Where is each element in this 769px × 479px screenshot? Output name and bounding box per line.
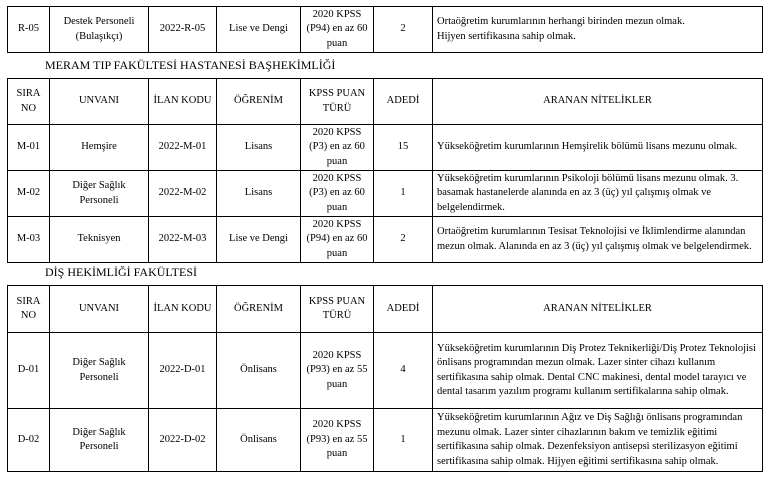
cell-adedi: 1 <box>374 171 433 217</box>
header-ogrenim: ÖĞRENİM <box>217 286 301 333</box>
cell-adedi: 15 <box>374 125 433 171</box>
cell-unvan: Diğer Sağlık Personeli <box>50 171 149 217</box>
cell-aranan-nitelikler: Yükseköğretim kurumlarının Ağız ve Diş Sağlığı önlisans programından mezunu olmak. Lazer sinter cihazlarının bakım ve temizlik eğitimi sertifikasına sahip olmak. Dezenfeksiyon antisepsi sterilizasyon eğitimi sertifikasına sahip olmak. Hijyen eğitimi sertifikasına sahip olmak. <box>433 409 763 472</box>
header-sira-no: SIRA NO <box>8 79 50 125</box>
cell-aranan-nitelikler: Yükseköğretim kurumlarının Diş Protez Teknikerliği/Diş Protez Teknolojisi önlisans programından mezun olmak. Lazer sinter cihazı kullanım sertifikasına sahip olmak. Dental CNC makinesi, dental model tarayıcı ve dental tasarım yazılım programı kullanım sertifikalarına sahip olmak. <box>433 333 763 409</box>
cell-sira-no: R-05 <box>8 7 50 53</box>
table-row <box>8 217 763 263</box>
heading-meram: MERAM TIP FAKÜLTESİ HASTANESİ BAŞHEKİMLİĞİ <box>45 58 336 72</box>
cell-unvan: Destek Personeli (Bulaşıkçı) <box>50 7 149 53</box>
cell-kpss-puan-turu: 2020 KPSS (P94) en az 60 puan <box>301 217 374 263</box>
cell-ogrenim: Lisans <box>217 171 301 217</box>
table-meram <box>7 78 763 263</box>
cell-ogrenim: Önlisans <box>217 409 301 472</box>
table-r-section <box>7 6 763 53</box>
cell-ilan-kodu: 2022-M-01 <box>149 125 217 171</box>
cell-aranan-nitelikler: Yükseköğretim kurumlarının Hemşirelik bölümü lisans mezunu olmak. <box>433 125 763 171</box>
cell-unvan: Teknisyen <box>50 217 149 263</box>
header-kpss-puan-turu: KPSS PUAN TÜRÜ <box>301 286 374 333</box>
header-unvan: UNVANI <box>50 79 149 125</box>
cell-adedi: 2 <box>374 217 433 263</box>
header-sira-no: SIRA NO <box>8 286 50 333</box>
cell-unvan: Diğer Sağlık Personeli <box>50 409 149 472</box>
cell-aranan-nitelikler: Ortaöğretim kurumlarının Tesisat Teknolojisi ve İklimlendirme alanından mezun olmak. Alanında en az 3 (üç) yıl çalışmış olmak ve belgelendirmek. <box>433 217 763 263</box>
header-aranan-nitelikler: ARANAN NİTELİKLER <box>433 79 763 125</box>
table-row <box>8 333 763 409</box>
cell-ilan-kodu: 2022-D-02 <box>149 409 217 472</box>
cell-sira-no: M-01 <box>8 125 50 171</box>
cell-kpss-puan-turu: 2020 KPSS (P94) en az 60 puan <box>301 7 374 53</box>
cell-sira-no: M-03 <box>8 217 50 263</box>
cell-adedi: 1 <box>374 409 433 472</box>
cell-ilan-kodu: 2022-M-02 <box>149 171 217 217</box>
cell-ogrenim: Lise ve Dengi <box>217 217 301 263</box>
table-row <box>8 409 763 472</box>
cell-ogrenim: Önlisans <box>217 333 301 409</box>
cell-kpss-puan-turu: 2020 KPSS (P3) en az 60 puan <box>301 125 374 171</box>
cell-aranan-nitelikler: Ortaöğretim kurumlarının herhangi birinden mezun olmak. Hijyen sertifikasına sahip olmak. <box>433 7 763 53</box>
cell-ilan-kodu: 2022-R-05 <box>149 7 217 53</box>
cell-adedi: 2 <box>374 7 433 53</box>
table-row <box>8 7 763 53</box>
header-adedi: ADEDİ <box>374 286 433 333</box>
cell-kpss-puan-turu: 2020 KPSS (P93) en az 55 puan <box>301 409 374 472</box>
header-kpss-puan-turu: KPSS PUAN TÜRÜ <box>301 79 374 125</box>
table-row <box>8 125 763 171</box>
table-header-row <box>8 286 763 333</box>
header-ogrenim: ÖĞRENİM <box>217 79 301 125</box>
cell-ilan-kodu: 2022-D-01 <box>149 333 217 409</box>
cell-unvan: Diğer Sağlık Personeli <box>50 333 149 409</box>
header-ilan-kodu: İLAN KODU <box>149 286 217 333</box>
cell-sira-no: D-01 <box>8 333 50 409</box>
cell-unvan: Hemşire <box>50 125 149 171</box>
header-adedi: ADEDİ <box>374 79 433 125</box>
header-ilan-kodu: İLAN KODU <box>149 79 217 125</box>
header-unvan: UNVANI <box>50 286 149 333</box>
cell-kpss-puan-turu: 2020 KPSS (P3) en az 60 puan <box>301 171 374 217</box>
cell-sira-no: D-02 <box>8 409 50 472</box>
table-row <box>8 171 763 217</box>
cell-aranan-nitelikler: Yükseköğretim kurumlarının Psikoloji bölümü lisans mezunu olmak. 3. basamak hastanelerde alanında en az 3 (üç) yıl çalışmış olmak ve belgelendirmek. <box>433 171 763 217</box>
table-header-row <box>8 79 763 125</box>
heading-dis-hekimligi: DİŞ HEKİMLİĞİ FAKÜLTESİ <box>45 265 197 279</box>
cell-kpss-puan-turu: 2020 KPSS (P93) en az 55 puan <box>301 333 374 409</box>
header-aranan-nitelikler: ARANAN NİTELİKLER <box>433 286 763 333</box>
cell-ogrenim: Lise ve Dengi <box>217 7 301 53</box>
cell-ilan-kodu: 2022-M-03 <box>149 217 217 263</box>
cell-sira-no: M-02 <box>8 171 50 217</box>
cell-adedi: 4 <box>374 333 433 409</box>
cell-ogrenim: Lisans <box>217 125 301 171</box>
table-dis-hekimligi <box>7 285 763 472</box>
